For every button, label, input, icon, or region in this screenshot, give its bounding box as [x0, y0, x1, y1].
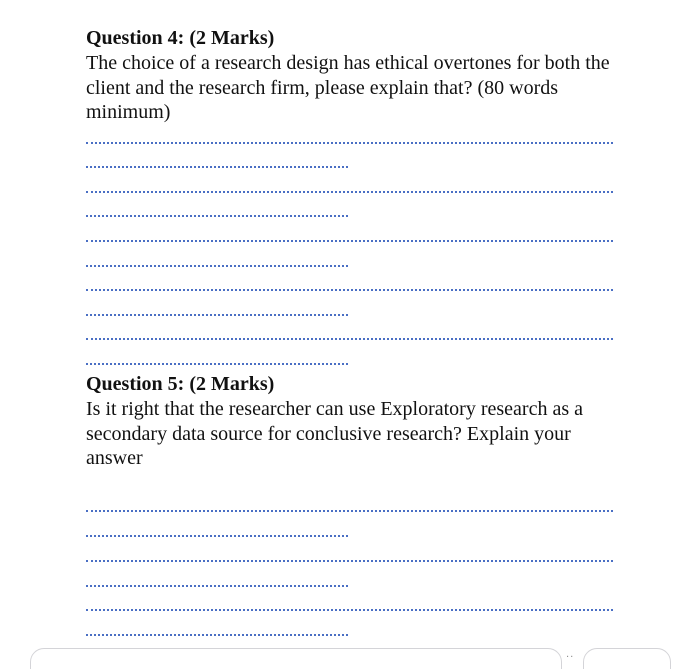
answer-line[interactable]: [86, 560, 613, 562]
question-4-text: The choice of a research design has ethical overtones for both the client and the research firm, please explain that? (80 words minimum): [86, 52, 610, 123]
answer-line[interactable]: [86, 265, 348, 267]
send-button[interactable]: [583, 648, 671, 669]
answer-line[interactable]: [86, 609, 613, 611]
question-5-title: Question 5: (2 Marks): [86, 373, 275, 395]
answer-line[interactable]: [86, 240, 613, 242]
answer-line[interactable]: [86, 191, 613, 193]
answer-line[interactable]: [86, 510, 613, 512]
answer-line[interactable]: [86, 166, 348, 168]
answer-line[interactable]: [86, 338, 613, 340]
question-5-text: Is it right that the researcher can use Exploratory research as a secondary data source for conclusive research? Explain your answer: [86, 398, 583, 469]
answer-line[interactable]: [86, 363, 348, 365]
answer-line[interactable]: [86, 585, 348, 587]
answer-line[interactable]: [86, 215, 348, 217]
answer-line[interactable]: [86, 142, 613, 144]
question-4-title: Question 4: (2 Marks): [86, 27, 275, 49]
answer-line[interactable]: [86, 634, 348, 636]
answer-line[interactable]: [86, 289, 613, 291]
message-input[interactable]: [30, 648, 562, 669]
answer-line[interactable]: [86, 314, 348, 316]
more-options-icon[interactable]: ··: [566, 652, 575, 663]
answer-line[interactable]: [86, 535, 348, 537]
